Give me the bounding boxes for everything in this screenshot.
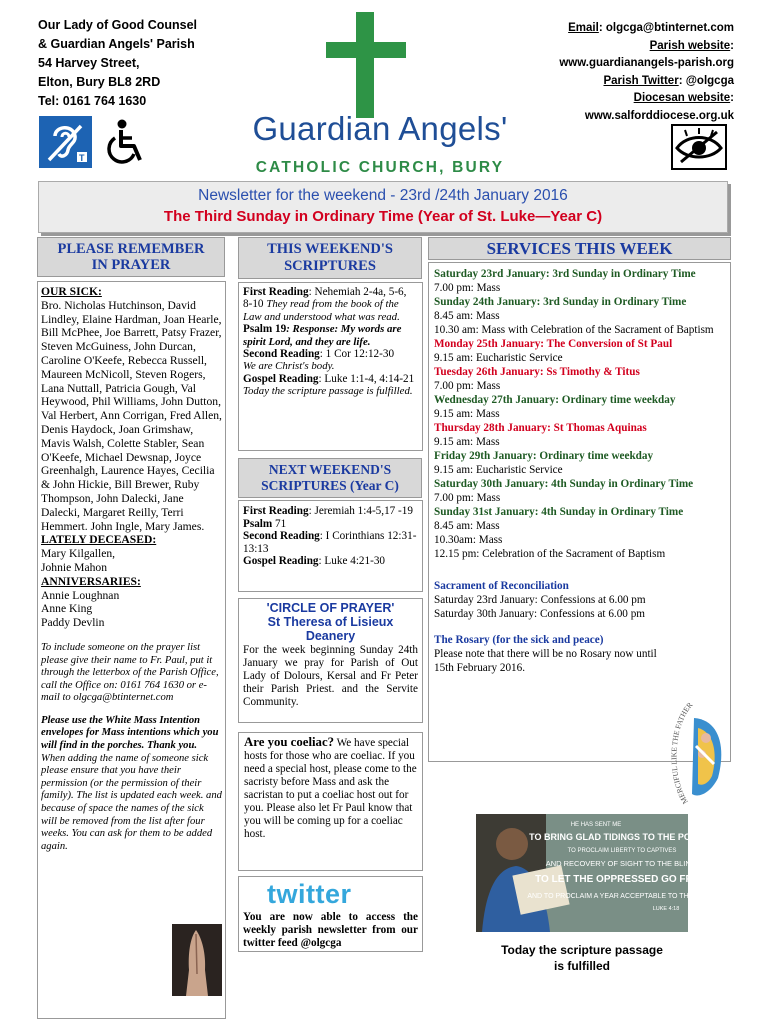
circle-deanery: Deanery (305, 629, 356, 643)
service-day: Sunday 24th January: 3rd Sunday in Ordinary Time (434, 296, 687, 308)
prayer-list (37, 281, 226, 1019)
parish-address (38, 16, 238, 111)
liturgical-title: The Third Sunday in Ordinary Time (Year of St. Luke—Year C) (163, 208, 603, 225)
service-time: 10.30 am: Mass with Celebration of the Sacrament of Baptism (434, 324, 714, 336)
service-time: 10.30am: Mass (434, 534, 503, 546)
confession-time: Saturday 30th January: Confessions at 6.00 pm (434, 608, 645, 620)
confession-time: Saturday 23rd January: Confessions at 6.00 pm (434, 594, 646, 606)
gospel-reading: Gospel Reading: Luke 4:21-30 (243, 555, 386, 568)
sick-heading: OUR SICK: (41, 285, 102, 298)
first-reading: First Reading: Jeremiah 1:4-5,17 -19 (243, 505, 413, 517)
service-day: Sunday 31st January: 4th Sunday in Ordinary Time (434, 506, 684, 518)
svg-text:HE HAS SENT ME: HE HAS SENT ME (570, 822, 622, 828)
svg-text:TO PROCLAIM LIBERTY TO CAPTIVE: TO PROCLAIM LIBERTY TO CAPTIVES (567, 848, 677, 854)
cross-icon-bar (326, 42, 406, 58)
deceased-heading: LATELY DECEASED: (41, 533, 157, 547)
service-time: 8.45 am: Mass (434, 310, 500, 322)
service-day: Monday 25th January: The Conversion of St Paul (434, 338, 673, 350)
next-weekend-readings (238, 500, 423, 592)
anniversary-name: Paddy Devlin (41, 616, 105, 630)
this-weekend-readings (238, 282, 423, 451)
address-line: Elton, Bury BL8 2RD (38, 75, 161, 89)
hearing-loop-icon (39, 116, 92, 168)
parish-twitter-link[interactable]: : @olgcga (678, 74, 734, 87)
coeliac-body: We have special hosts for those who are coeliac. If you need a special host, please come to the sacristy before Mass and ask the sacristan to put a coeliac host out for you. Please also let Fr Paul know that you will be coming up for a coeliac host. (244, 737, 417, 840)
gospel-reading: Gospel Reading: Luke 1:1-4, 4:14-21 Today the scripture passage is fulfilled. (243, 372, 415, 398)
psalm: Psalm 71 (243, 517, 287, 530)
services-heading: SERVICES THIS WEEK (428, 237, 731, 260)
service-time: 9.15 am: Mass (434, 408, 500, 420)
second-reading-quote: We are Christ's body. (243, 360, 335, 373)
visual-aid-eye-icon (671, 124, 727, 170)
sick-names: Bro. Nicholas Hutchinson, David Lindley, Elaine Hardman, Joan Hearle, Bill McPhee, Joe Barrett, Patsy Frazer, Steven McGuiness, John Durcan, Caroline O'Keefe, Rebecca Russell, Maureen McNicoll, Steven Rogers, Lana Nuttall, Patricia Gough, Val Heywood, Phil Williams, John Dutton, Val Herbert, Ann Corrigan, Fred Allen, Denis Haydock, Joan Grimshaw, Mavis Walsh, Colette Stabler, Sean O'Keefe, Michael Dewsnap, Joyce Greenhalgh, Laurence Hayes, Cecilia & John Hickie, Bill Brewer, Ruby Thompson, John Dalecki, Jane Dalecki, Margaret Reilly, Terri Hemmert. John Ingle, Mary James. (41, 298, 222, 533)
psalm: Psalm 19: Response: My words are spirit Lord, and they are life. (243, 323, 402, 348)
parish-website-label: Parish website (649, 39, 731, 52)
svg-text:MERCIFUL LIKE THE FATHER: MERCIFUL LIKE THE FATHER (669, 700, 695, 806)
service-time: 12.15 pm: Celebration of the Sacrament of Baptism (434, 548, 666, 560)
newsletter-date: Newsletter for the weekend - 23rd /24th January 2016 (198, 187, 568, 204)
diocesan-website-label: Diocesan website (633, 92, 731, 104)
address-line: 54 Harvey Street, (38, 56, 140, 70)
second-reading: Second Reading: I Corinthians 12:31-13:13 (243, 530, 417, 555)
svg-text:TO BRING GLAD TIDINGS TO THE P: TO BRING GLAD TIDINGS TO THE POOR, (529, 832, 707, 842)
deceased-name: Johnie Mahon (41, 560, 108, 574)
praying-hands-image (172, 924, 222, 996)
deceased-name: Mary Kilgallen, (41, 547, 116, 561)
coeliac-question: Are you coeliac? (244, 735, 335, 749)
service-time: 8.45 am: Mass (434, 520, 500, 532)
brand-title: Guardian Angels' (252, 110, 508, 147)
this-weekend-heading: THIS WEEKEND'S SCRIPTURES (238, 237, 422, 279)
first-reading: First Reading: Nehemiah 2-4a, 5-6, 8-10 They read from the book of the Law and understood what was read. (243, 286, 407, 323)
service-day: Saturday 30th January: 4th Sunday in Ordinary Time (434, 478, 694, 490)
svg-text:TO LET THE OPPRESSED GO FREE,: TO LET THE OPPRESSED GO FREE, (535, 874, 709, 885)
mass-intention-note: Please use the White Mass Intention envelopes for Mass intentions which you will find in the porches. Thank you. When adding the name of someone sick please ensure that you have their permission (or the permission of their family). The list is updated each week. and because of space the names of the sick will be removed from the list after four weeks. You can ask for them to be added again. (41, 714, 222, 852)
services-list (428, 262, 731, 762)
year-of-mercy-logo (668, 698, 730, 810)
parish-website-link[interactable]: www.guardianangels-parish.org (559, 57, 734, 69)
prayer-heading: PLEASE REMEMBER IN PRAYER (37, 237, 225, 277)
service-day: Friday 29th January: Ordinary time weekday (434, 450, 654, 462)
service-time: 9.15 am: Mass (434, 436, 500, 448)
rosary-text: Please note that there will be no Rosary now until 15th February 2016. (434, 648, 657, 674)
contact-block: Email: olgcga@btinternet.com Parish website: www.guardianangels-parish.org Parish Twitter: @olgcga Diocesan website: www.salforddiocese.org.uk (514, 20, 734, 125)
email-link[interactable]: : olgcga@btinternet.com (598, 22, 734, 34)
address-line: & Guardian Angels' Parish (38, 37, 195, 51)
service-time: 7.00 pm: Mass (434, 380, 501, 392)
svg-text:T: T (79, 153, 85, 163)
anniversaries-heading: ANNIVERSARIES: (41, 574, 141, 588)
circle-of-prayer (238, 598, 423, 723)
next-weekend-heading: NEXT WEEKEND'S SCRIPTURES (Year C) (238, 458, 422, 498)
parish-twitter-label: Parish Twitter (603, 74, 679, 87)
diocesan-website-link[interactable]: www.salforddiocese.org.uk (584, 109, 734, 122)
service-day: Tuesday 26th January: Ss Timothy & Titus (434, 366, 640, 378)
circle-body: For the week beginning Sunday 24th January we pray for Parish of Out Lady of Dolours, Kersal and Fr Peter their Parish Priest. and the Servite Community. (243, 644, 418, 708)
prayer-list-note: To include someone on the prayer list please give their name to Fr. Paul, put it through the letterbox of the Parish Office, call the Office on: 0161 764 1630 or e-mail to olgcga@btinternet.com (41, 641, 219, 704)
service-time: 7.00 pm: Mass (434, 492, 501, 504)
wheelchair-access-icon (100, 116, 152, 168)
email-label: Email (568, 22, 599, 34)
coeliac-notice (238, 732, 423, 871)
second-reading: Second Reading: 1 Cor 12:12-30 (243, 348, 395, 361)
anniversary-name: Annie Loughnan (41, 588, 120, 602)
svg-text:LUKE 4:18: LUKE 4:18 (652, 906, 680, 912)
photo-caption: Today the scripture passage is fulfilled (501, 943, 663, 973)
svg-text:AND RECOVERY OF SIGHT TO THE B: AND RECOVERY OF SIGHT TO THE BLIND, (545, 859, 699, 868)
twitter-logo[interactable]: twitter (267, 879, 352, 909)
circle-subtitle: St Theresa of Lisieux (267, 615, 394, 629)
service-time: 9.15 am: Eucharistic Service (434, 464, 563, 476)
circle-title: 'CIRCLE OF PRAYER' (266, 601, 395, 615)
cross-icon (356, 12, 374, 118)
scripture-photo (476, 814, 717, 932)
brand-subtitle: CATHOLIC CHURCH, BURY (255, 159, 505, 176)
twitter-notice (238, 876, 423, 952)
svg-text:AND TO PROCLAIM A YEAR ACCEPTA: AND TO PROCLAIM A YEAR ACCEPTABLE TO THE LORD. (527, 893, 717, 900)
address-line: Tel: 0161 764 1630 (38, 94, 147, 108)
service-time: 9.15 am: Eucharistic Service (434, 352, 563, 364)
address-line: Our Lady of Good Counsel (38, 18, 198, 32)
twitter-text: You are now able to access the weekly parish newsletter from our twitter feed @olgcga (243, 911, 418, 949)
reconciliation-heading: Sacrament of Reconciliation (434, 580, 569, 592)
anniversary-name: Anne King (41, 602, 93, 616)
newsletter-banner (38, 181, 728, 233)
service-time: 7.00 pm: Mass (434, 282, 501, 294)
rosary-heading: The Rosary (for the sick and peace) (434, 634, 604, 646)
service-day: Saturday 23rd January: 3rd Sunday in Ordinary Time (434, 268, 696, 280)
service-day: Thursday 28th January: St Thomas Aquinas (434, 422, 647, 434)
service-day: Wednesday 27th January: Ordinary time weekday (434, 394, 676, 406)
